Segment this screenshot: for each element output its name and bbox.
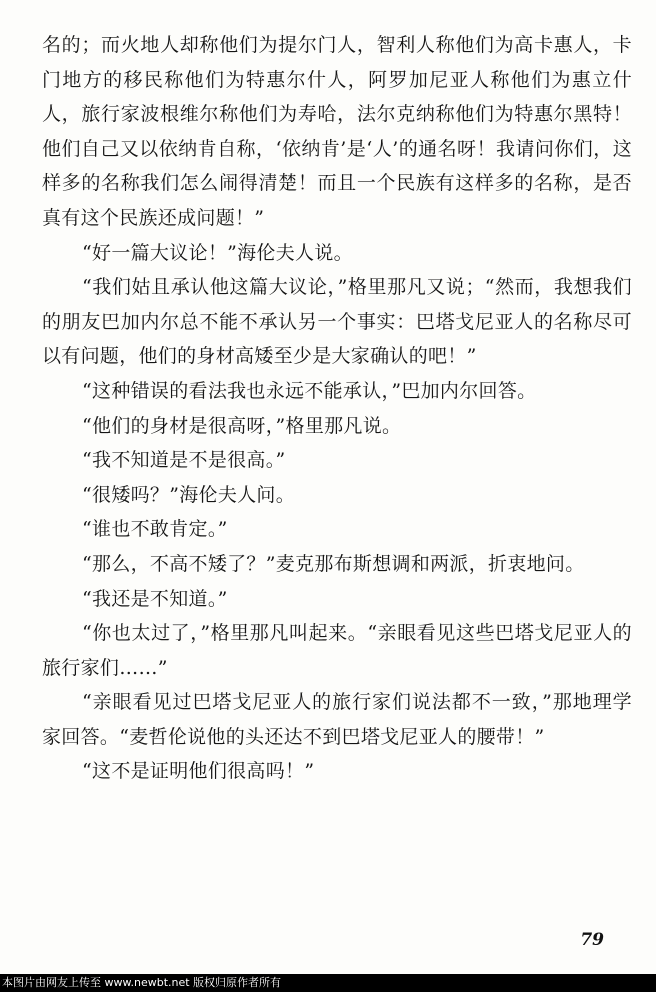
paragraph: “谁也不敢肯定。” xyxy=(82,518,228,541)
paragraph: “好一篇大议论！”海伦夫人说。 xyxy=(82,241,353,264)
book-page xyxy=(42,28,632,948)
paragraph: “很矮吗？”海伦夫人问。 xyxy=(82,483,296,506)
paragraph: “你也太过了，”格里那凡叫起来。“亲眼看见这些巴塔戈尼亚人的旅行家们……” xyxy=(42,622,632,679)
paragraph: “我们姑且承认他这篇大议论，”格里那凡又说；“然而，我想我们的朋友巴加内尔总不能不承认另一个事实：巴塔戈尼亚人的名称尽可以有问题，他们的身材高矮至少是大家确认的吧！” xyxy=(42,276,632,368)
page-number: 79 xyxy=(580,930,604,950)
paragraph: “这种错误的看法我也永远不能承认，”巴加内尔回答。 xyxy=(82,379,537,402)
paragraph: “我还是不知道。” xyxy=(82,587,228,610)
paragraph-continuation: 名的；而火地人却称他们为提尔门人，智利人称他们为高卡惠人，卡门地方的移民称他们为特惠尔什人，阿罗加尼亚人称他们为惠立什人，旅行家波根维尔称他们为寿哈，法尔克纳称他们为特惠尔黑特！他们自己又以依纳肯自称，‘依纳肯’是‘人’的通名呀！我请问你们，这样多的名称我们怎么闹得清楚！而且一个民族有这样多的名称，是否真有这个民族还成问题！” xyxy=(42,34,632,229)
paragraph: “这不是证明他们很高吗！” xyxy=(82,760,315,783)
watermark-banner: 本图片由网友上传至 www.newbt.net 版权归原作者所有 xyxy=(0,974,656,992)
paragraph: “我不知道是不是很高。” xyxy=(82,449,286,472)
paragraph: “亲眼看见过巴塔戈尼亚人的旅行家们说法都不一致，”那地理学家回答。“麦哲伦说他的头还达不到巴塔戈尼亚人的腰带！” xyxy=(42,691,632,748)
paragraph: “他们的身材是很高呀，”格里那凡说。 xyxy=(82,414,402,437)
paragraph: “那么，不高不矮了？”麦克那布斯想调和两派，折衷地问。 xyxy=(82,552,585,575)
